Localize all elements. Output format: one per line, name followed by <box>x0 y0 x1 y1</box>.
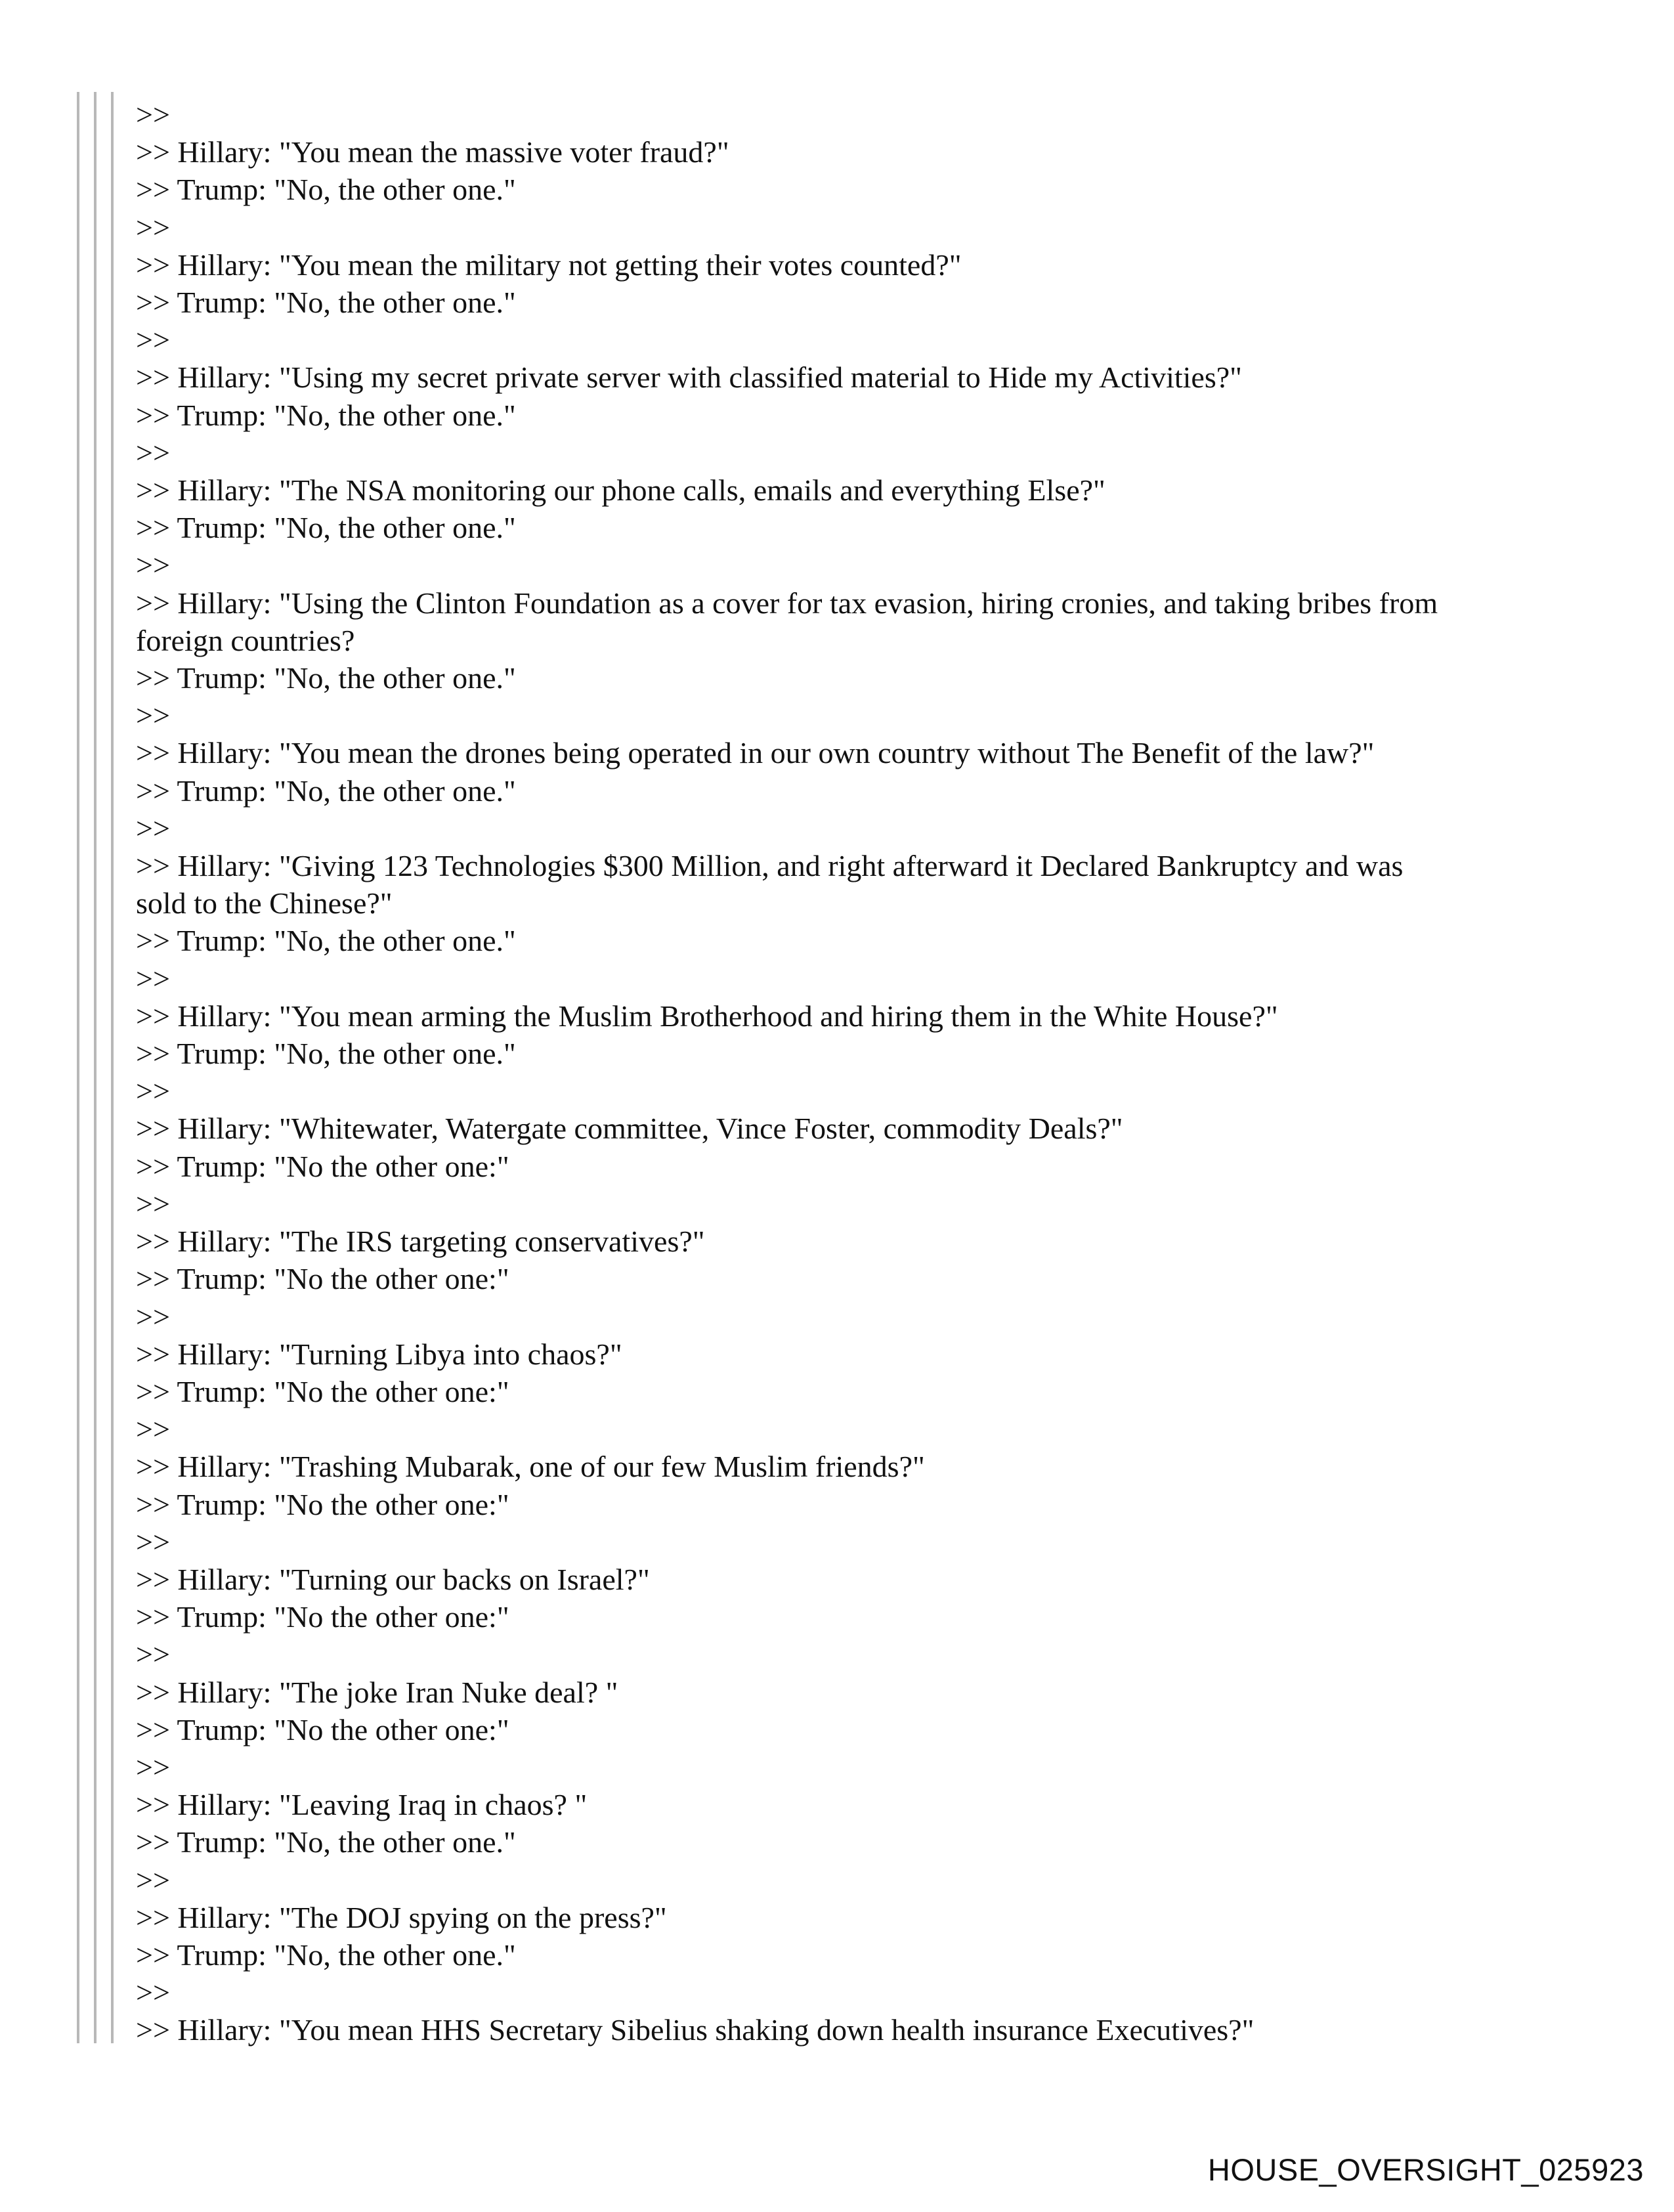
text-line: >> <box>136 98 170 131</box>
text-line: >> Trump: "No, the other one." <box>136 1938 516 1972</box>
text-line: >> Hillary: "Whitewater, Watergate committee, Vince Foster, commodity Deals?" <box>136 1112 1123 1146</box>
text-line: >> <box>136 1186 170 1221</box>
text-line: >> <box>136 1525 170 1559</box>
text-line: >> Trump: "No, the other one." <box>136 773 516 808</box>
text-line: >> Trump: "No, the other one." <box>136 398 516 432</box>
text-line: >> Hillary: "You mean the military not getting their votes counted?" <box>136 248 962 282</box>
text-line: foreign countries? <box>136 623 355 657</box>
text-line: >> <box>136 548 170 582</box>
text-line: >> <box>136 435 170 469</box>
text-line: >> Hillary: "You mean arming the Muslim Brotherhood and hiring them in the White House?" <box>136 999 1278 1033</box>
text-line: >> <box>136 961 170 995</box>
text-line: >> Trump: "No, the other one." <box>136 661 516 695</box>
text-line: >> <box>136 1299 170 1334</box>
text-line: >> Trump: "No the other one:" <box>136 1374 509 1408</box>
text-line: >> <box>136 210 170 244</box>
text-line: >> Trump: "No the other one:" <box>136 1712 509 1746</box>
quote-level-bar <box>77 92 79 2043</box>
text-line: >> <box>136 323 170 357</box>
text-line: >> Hillary: "Turning Libya into chaos?" <box>136 1337 622 1371</box>
text-line: >> Hillary: "The joke Iran Nuke deal? " <box>136 1675 618 1709</box>
text-line: >> Hillary: "You mean HHS Secretary Sibelius shaking down health insurance Executives?" <box>136 2013 1255 2047</box>
text-line: >> Trump: "No the other one:" <box>136 1262 509 1296</box>
text-line: >> Trump: "No, the other one." <box>136 1037 516 1071</box>
text-line: >> <box>136 1863 170 1897</box>
text-line: >> <box>136 699 170 733</box>
text-line: >> Hillary: "Giving 123 Technologies $300 Million, and right afterward it Declared Bankruptcy and was <box>136 849 1404 883</box>
text-line: >> Hillary: "Turning our backs on Israel?" <box>136 1562 650 1596</box>
text-line: >> Hillary: "You mean the massive voter fraud?" <box>136 135 729 169</box>
text-line: >> Trump: "No the other one:" <box>136 1149 509 1183</box>
text-line: >> Trump: "No the other one:" <box>136 1600 509 1634</box>
text-line: >> <box>136 1976 170 2010</box>
text-line: >> <box>136 1750 170 1784</box>
text-line: >> Trump: "No, the other one." <box>136 173 516 207</box>
bates-number: HOUSE_OVERSIGHT_025923 <box>1207 2152 1644 2187</box>
text-line: >> <box>136 1412 170 1446</box>
text-line: >> Hillary: "The DOJ spying on the press?" <box>136 1900 667 1934</box>
text-line: >> Hillary: "The IRS targeting conservatives?" <box>136 1225 705 1259</box>
text-line: >> <box>136 1074 170 1108</box>
text-line: >> Hillary: "Leaving Iraq in chaos? " <box>136 1788 588 1822</box>
text-line: >> Trump: "No, the other one." <box>136 1825 516 1859</box>
text-line: >> Trump: "No, the other one." <box>136 511 516 545</box>
text-line: >> Hillary: "Trashing Mubarak, one of our few Muslim friends?" <box>136 1450 925 1484</box>
text-line: >> <box>136 1637 170 1672</box>
text-line: sold to the Chinese?" <box>136 886 393 921</box>
text-line: >> Hillary: "Using my secret private server with classified material to Hide my Activities?" <box>136 360 1242 395</box>
text-line: >> Trump: "No, the other one." <box>136 924 516 958</box>
text-line: >> Trump: "No the other one:" <box>136 1487 509 1521</box>
quote-level-bar <box>94 92 97 2043</box>
quote-level-bar <box>111 92 114 2043</box>
text-line: >> <box>136 811 170 845</box>
text-line: >> Trump: "No, the other one." <box>136 286 516 320</box>
text-line: >> Hillary: "Using the Clinton Foundation as a cover for tax evasion, hiring cronies, and taking bribes from <box>136 586 1438 620</box>
text-line: >> Hillary: "The NSA monitoring our phone calls, emails and everything Else?" <box>136 473 1105 508</box>
quoted-email-body <box>136 96 1580 2049</box>
text-line: >> Hillary: "You mean the drones being operated in our own country without The Benefit of the law?" <box>136 736 1375 770</box>
